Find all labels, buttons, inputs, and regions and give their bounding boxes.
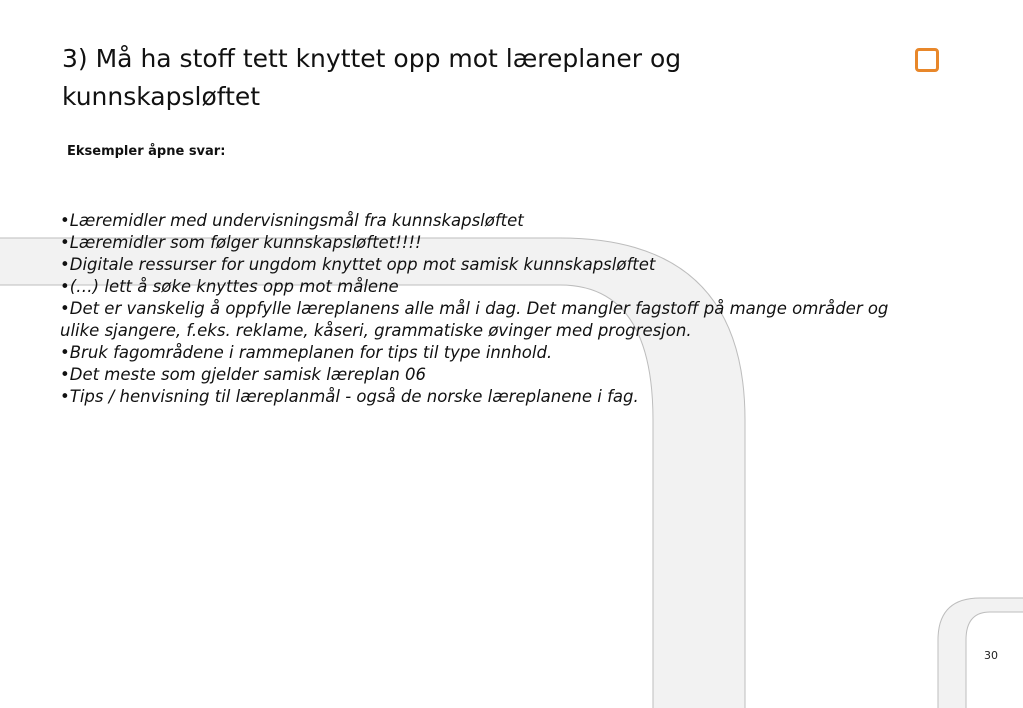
bullet-text: (…) lett å søke knyttes opp mot målene — [69, 277, 399, 296]
slide-subtitle: Eksempler åpne svar: — [67, 144, 226, 159]
bullet-list — [60, 210, 890, 408]
bullet-item — [60, 364, 890, 386]
bullet-text: Det meste som gjelder samisk læreplan 06 — [69, 365, 427, 384]
bullet-icon: • — [60, 233, 70, 252]
bullet-text: Læremidler som følger kunnskapsløftet!!!! — [69, 233, 422, 252]
bullet-text: Det er vanskelig å oppfylle læreplanens alle mål i dag. Det mangler fagstoff på mange områder og ulike sjangere, f.eks. reklame, kåseri, grammatiske øvinger med progresjon. — [60, 299, 889, 340]
bullet-item — [60, 210, 890, 232]
orange-rounded-square-icon — [915, 48, 939, 72]
bullet-icon: • — [60, 255, 70, 274]
bullet-icon: • — [60, 365, 70, 384]
bullet-item — [60, 386, 890, 408]
slide-title-line1: 3) Må ha stoff tett knyttet opp mot læreplaner og — [62, 44, 682, 73]
slide-title — [62, 40, 882, 116]
bullet-text: Læremidler med undervisningsmål fra kunnskapsløftet — [69, 211, 524, 230]
bullet-item — [60, 342, 890, 364]
bullet-item — [60, 254, 890, 276]
bullet-item — [60, 276, 890, 298]
bullet-item — [60, 298, 890, 342]
bullet-text: Tips / henvisning til læreplanmål - også de norske læreplanene i fag. — [69, 387, 639, 406]
bullet-icon: • — [60, 387, 70, 406]
bullet-icon: • — [60, 299, 70, 318]
page-number: 30 — [984, 649, 998, 662]
bullet-item — [60, 232, 890, 254]
bullet-icon: • — [60, 211, 70, 230]
bullet-text: Digitale ressurser for ungdom knyttet opp mot samisk kunnskapsløftet — [69, 255, 656, 274]
bullet-text: Bruk fagområdene i rammeplanen for tips til type innhold. — [69, 343, 553, 362]
bullet-icon: • — [60, 277, 70, 296]
slide-title-line2: kunnskapsløftet — [62, 82, 261, 111]
bullet-icon: • — [60, 343, 70, 362]
